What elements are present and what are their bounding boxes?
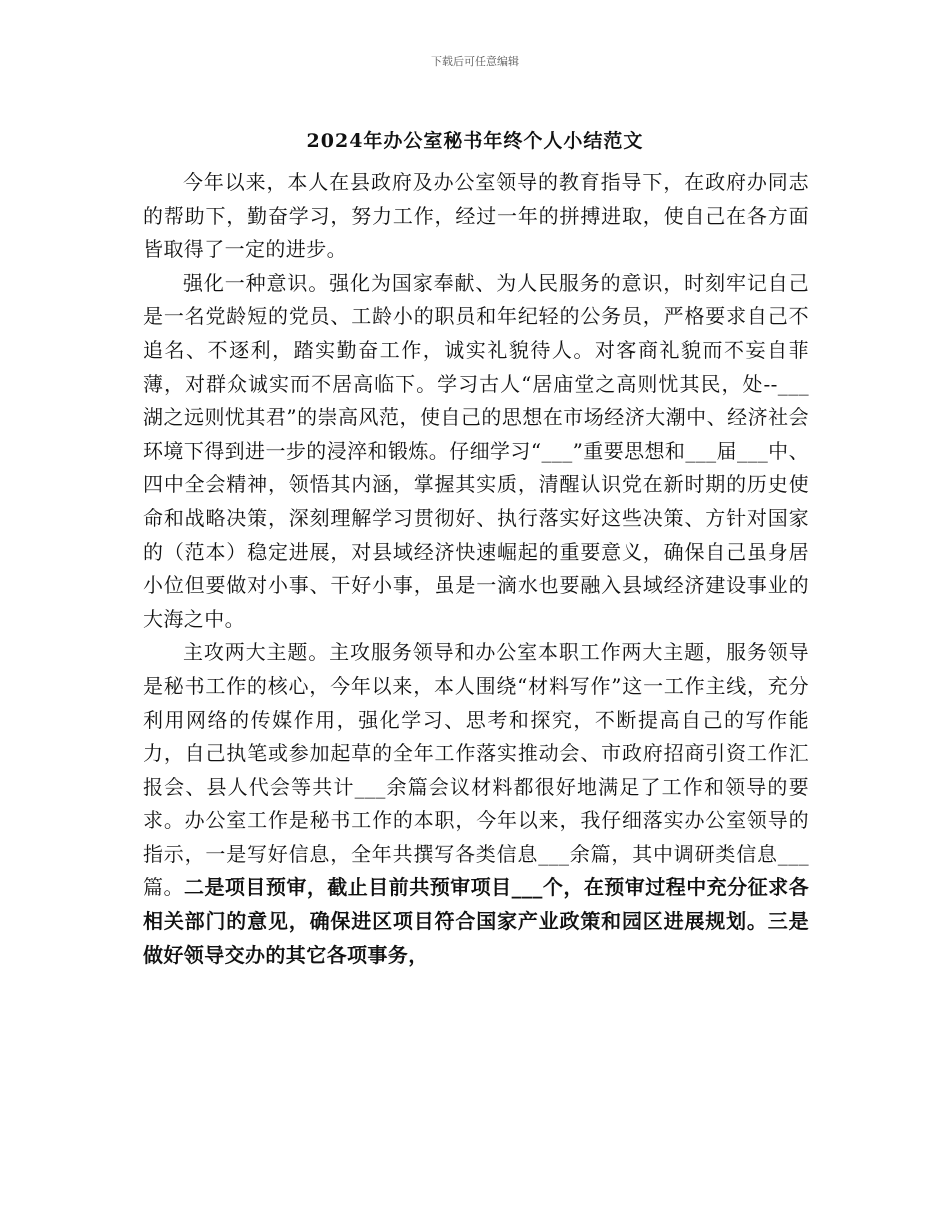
document-title: 2024年办公室秘书年终个人小结范文 <box>306 130 644 152</box>
paragraph-awareness <box>143 267 809 637</box>
header-note: 下载后可任意编辑 <box>431 55 519 68</box>
paragraph-awareness-text: 强化一种意识。强化为国家奉献、为人民服务的意识，时刻牢记自己是一名党龄短的党员、工龄小的职员和年纪轻的公务员，严格要求自己不追名、不逐利，踏实勤奋工作，诚实礼貌待人。对客商礼貌而不妄自菲薄，对群众诚实而不居高临下。学习古人“居庙堂之高则忧其民，处--___湖之远则忧其君”的崇高风范，使自己的思想在市场经济大潮中、经济社会环境下得到进一步的浸淬和锻炼。仔细学习“___”重要思想和___届___中、四中全会精神，领悟其内涵，掌握其实质，清醒认识党在新时期的历史使命和战略决策，深刻理解学习贯彻好、执行落实好这些决策、方针对国家的（范本）稳定进展，对县域经济快速崛起的重要意义，确保自己虽身居小位但要做对小事、干好小事，虽是一滴水也要融入县域经济建设事业的大海之中。 <box>143 270 809 631</box>
paragraph-two-themes-text: 主攻两大主题。主攻服务领导和办公室本职工作两大主题，服务领导是秘书工作的核心，今年以来，本人围绕“材料写作”这一工作主线，充分利用网络的传媒作用，强化学习、思考和探究，不断提高自己的写作能力，自己执笔或参加起草的全年工作落实推动会、市政府招商引资工作汇报会、县人代会等共计___余篇会议材料都很好地满足了工作和领导的要求。办公室工作是秘书工作的本职，今年以来，我仔细落实办公室领导的指示，一是写好信息，全年共撰写各类信息___余篇，其中调研类信息___篇。 <box>143 640 809 900</box>
document-body <box>143 166 809 972</box>
paragraph-two-themes <box>143 636 809 972</box>
paragraph-intro <box>143 166 809 267</box>
paragraph-intro-text: 今年以来，本人在县政府及办公室领导的教育指导下，在政府办同志的帮助下，勤奋学习，努力工作，经过一年的拼搏进取，使自己在各方面皆取得了一定的进步。 <box>143 170 809 262</box>
paragraph-two-themes-bold-text: 二是项目预审，截止目前共预审项目___个，在预审过程中充分征求各相关部门的意见，确保进区项目符合国家产业政策和园区进展规划。三是做好领导交办的其它各项事务， <box>143 875 809 967</box>
